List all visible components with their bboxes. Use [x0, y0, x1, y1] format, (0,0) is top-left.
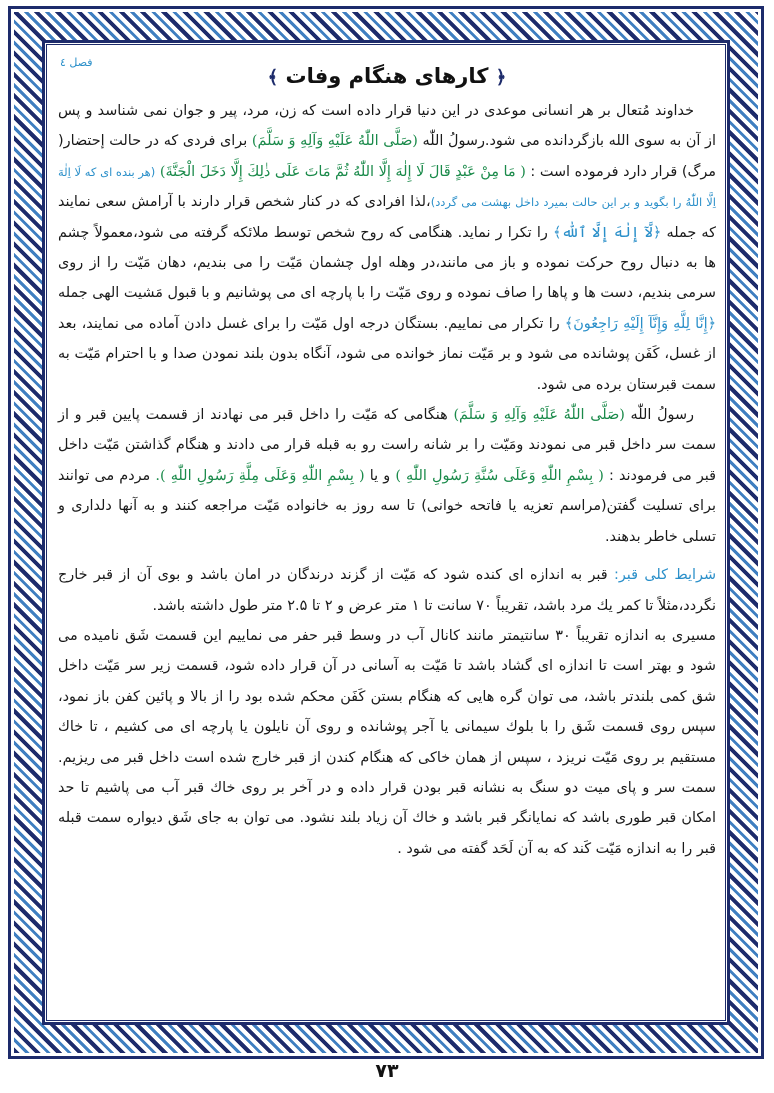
page-content — [58, 48, 716, 1018]
text-run: ،لذا افرادی که در کنار شخص قرار دارند با آرامش سعی نمایند که جمله — [58, 194, 716, 241]
text-run: را تکرا ر نماید. هنگامی که روح شخص توسط ملائکه گرفته می شود،معمولاً چشم ها به دنبال روح حرکت نموده و باز می مانند،در وهله اول چشمان مَیّت را می بندیم، دهان مَیّت را از روی سرمی بندیم، دست ها و پاها را صاف نموده و روی مَیّت را با پارچه ای می پوشانیم و با قبول مَشیت الهی جمله — [58, 224, 716, 302]
text-run: هنگامی که مَیّت را داخل قبر می نهادند از قسمت پایین قبر و از سمت سر داخل قبر می نمودند ومَیّت را بر شانه راست رو به قبله قرار می دادند و هنگام گذاشتن مَیّت داخل قبر می فرمودند : — [58, 407, 717, 484]
text-run: خداوند مُتعال بر هر انسانی موعدی در این دنیا قرار داده است که زن، مرد، پیر و جوان نمی شناسد و پس از آن به سوی الله بازگردانده می شود.رسولُ اللّٰه — [58, 103, 716, 150]
paragraph-intro — [58, 96, 716, 400]
page-number: ۷۳ — [375, 1060, 399, 1082]
paragraph-grave-conditions — [58, 560, 716, 621]
page-title — [58, 56, 716, 96]
istirja-arabic: ﴿إِنَّا لِلَّهِ وَإِنَّآ إِلَيْهِ رَاجِعُونَ﴾ — [564, 315, 716, 332]
text-run: برای فردی که در حالت إحتضار( مرگ) قرار دارد فرموده است : — [58, 133, 716, 180]
text-run: را تکرار می نماییم. بستگان درجه اول مَیّت را برای غسل دادن آماده می نمایند، بعد از غسل، کَفَن پوشانده می شود و بر مَیّت نماز خوانده می شود، آنگاه بدون بلند نمودن صدا و با احترام مَیّت به سمت قبرستان برده می شود. — [58, 315, 716, 393]
text-run: مردم می توانند برای تسلیت گفتن(مراسم تعزیه یا فاتحه خوانی) تا سه روز به خانواده مَیّت مراجعه کنند و به آنها دلداری و تسلی خاطر بدهند. — [58, 467, 716, 545]
title-ornament-right: ﴿ — [495, 67, 507, 88]
salawat-text: (صَلَّى اللّٰهُ عَلَيْهِ وَآلِهِ وَ سَلَّمَ) — [251, 133, 418, 150]
hadith-arabic: ( مَا مِنْ عَبْدٍ قَالَ لَا إِلٰهَ إِلَّا اللّٰهُ ثُمَّ مَاتَ عَلَى ذٰلِكَ إِلَّا دَخَلَ الْجَنَّةَ) — [159, 163, 526, 180]
title-text: کارهای هنگام وفات — [285, 64, 489, 88]
text-run: قبر به اندازه ای کنده شود که مَیّت از گزند درندگان در امان باشد و بوی آن از قبر خارج نگردد،مثلاً تا کمر یك مرد باشد، تقریباً ۷۰ سانت تا ۱ متر عرض و ۲ تا ۲.۵ متر طول داشته باشد. — [58, 567, 716, 614]
chapter-label: فصل ٤ — [60, 56, 93, 69]
text-run: و یا — [364, 467, 396, 484]
paragraph-shaq: مسیری به اندازه تقریباً ۳۰ سانتیمتر مانند کانال آب در وسط قبر حفر می نماییم این قسمت شَق نامیده می شود و بهتر است تا اندازه ای گشاد باشد تا مَیّت به آسانی در آن قرار داده شود، قسمت زیر سر مَیّت داخل شق کمی بلندتر باشد، می توان گره هایی که هنگام بستن کَفَن محکم شده بود را از بالا و پائین کفن باز نمود، سپس روی قسمت شَق را با بلوك سیمانی یا آجر پوشانده و روی آن نایلون یا پارچه ای می کشیم ، تا خاك مستقیم بر روی مَیّت نریزد ، سپس از همان خاکی که هنگام کندن از قبر خارج شده است داخل قبر می ریزیم. سمت سر و پای میت دو سنگ به نشانه قبر بودن قرار داده و در آخر بر روی خاك قبر آب می پاشیم تا حد امکان قبر طوری باشد که نمایانگر قبر باشد و خاك آن زیاد بلند نشود. می توان به جای شَق دیواره سمت قبله قبر را به اندازه مَیّت کَند که به آن لَحَد گفته می شود . — [58, 627, 716, 857]
burial-dua-2: ( بِسْمِ اللّٰهِ وَعَلَى مِلَّةِ رَسُولِ اللّٰهِ ). — [155, 467, 365, 484]
tahlil-arabic: ﴿لَّآ إِلٰهَ إِلَّا ٱللّٰه﴾ — [553, 224, 662, 241]
paragraph-burial — [58, 400, 716, 552]
hadith-translation: (هر بنده ای که لَا اِلٰهَ اِلَّا اللّٰهُ را بگوید و بر این حالت بمیرد داخل بهشت می گردد) — [58, 164, 716, 210]
section-heading: شرایط کلی قبر: — [614, 567, 716, 584]
spacer — [58, 552, 716, 560]
burial-dua-1: ( بِسْمِ اللّٰهِ وَعَلَى سُنَّةِ رَسُولِ اللّٰهِ ) — [395, 467, 604, 484]
title-ornament-left: ﴾ — [267, 67, 279, 88]
salawat-text: (صَلَّى اللّٰهُ عَلَيْهِ وَآلِهِ وَ سَلَّمَ) — [453, 407, 625, 424]
text-run: رسولُ اللّٰه — [624, 407, 694, 424]
